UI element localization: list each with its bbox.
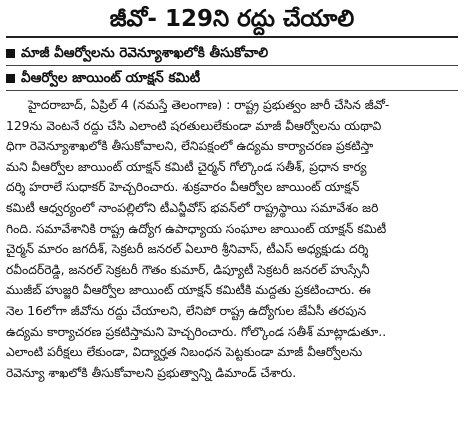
headline-divider	[6, 36, 458, 38]
square-bullet-icon	[6, 49, 15, 58]
article-line: నెల 16లోగా జీవోను రద్దు చేయాలని, లేనిపో రాష్ట్ర ఉద్యోగుల జేఏసీ తరపున	[6, 303, 367, 318]
article-line: ముజీబ్ హుజ్జరి వీఆర్వోల జాయింట్ యాక్షన్ కమిటీకి మద్దతు ప్రకటించారు. ఈ	[6, 283, 371, 298]
article-line: రవీందర్‌రెడ్డి, జనరల్ సెక్రటరీ గౌతం కుమార్, డిప్యూటీ సెక్రటరీ జనరల్ హుస్సేనీ	[6, 262, 370, 277]
subhead-divider	[6, 65, 458, 66]
subhead-divider	[6, 90, 458, 91]
article-line: 129ను వెంటనే రద్దు చేసి ఎలాంటి షరతులులేకుండా మాజీ వీఆర్వోలను యథావి	[6, 118, 382, 133]
subhead-1-text: మాజీ వీఆర్వోలను రెవెన్యూశాఖలోకి తీసుకోవాలి	[21, 45, 269, 61]
article-body	[6, 95, 458, 383]
article-line: ధిగా రెవెన్యూశాఖలోకి తీసుకోవాలని, లేనిపక్షంలో ఉద్యమ కార్యాచరణ ప్రకటిస్తా	[6, 139, 374, 154]
subhead-2	[6, 67, 458, 89]
square-bullet-icon	[6, 74, 15, 83]
article-line: హైదరాబాద్, ఏప్రిల్ 4 (నమస్తే తెలంగాణ) : రాష్ట్ర ప్రభుత్వం జారీ చేసిన జీవో-	[28, 98, 390, 112]
article-line: కమిటీ ఆధ్వర్యంలో నాంపల్లిలోని టీఎన్జీవోస్ భవన్‌లో రాష్ట్రస్థాయి సమావేశం జరి	[6, 200, 379, 215]
article-line: రెవెన్యూ శాఖలోకి తీసుకోవాలని ప్రభుత్వాన్ని డిమాండ్ చేశారు.	[6, 365, 297, 380]
article-line: గింది. సమావేశానికి రాష్ట్ర ఉద్యోగ ఉపాధ్యాయ సంఘాల జాయింట్ యాక్షన్ కమిటీ	[6, 221, 387, 236]
article-line: మని వీఆర్వోల జాయింట్ యాక్షన్ కమిటీ చైర్మన్ గోల్కొండ సతీశ్, ప్రధాన కార్య	[6, 159, 367, 174]
subhead-2-text: వీఆర్వోల జాయింట్ యాక్షన్ కమిటీ	[21, 70, 201, 86]
article-line: ఎలాంటి పరీక్షలు లేకుండా, విద్యార్హత నిబంధన పెట్టకుండా మాజీ వీఆర్వోలను	[6, 345, 363, 360]
headline: జీవో- 129ని రద్దు చేయాలి	[109, 6, 355, 32]
subhead-1	[6, 42, 458, 64]
article-line: దర్శి హరాలే సుధాకర్ హెచ్చరించారు. శుక్రవారం వీఆర్వోల జాయింట్ యాక్షన్	[6, 180, 360, 195]
article-line: ఉద్యమ కార్యాచరణ ప్రకటిస్తామని హెచ్చరించారు. గోల్కొండ సతీశ్ మాట్లాడుతూ..	[6, 324, 387, 339]
article-line: చైర్మన్ మారం జగదీశ్, సెక్రటరీ జనరల్ ఏలూరి శ్రీనివాస్, టీఎస్ అధ్యక్షుడు దర్శి	[6, 242, 369, 257]
